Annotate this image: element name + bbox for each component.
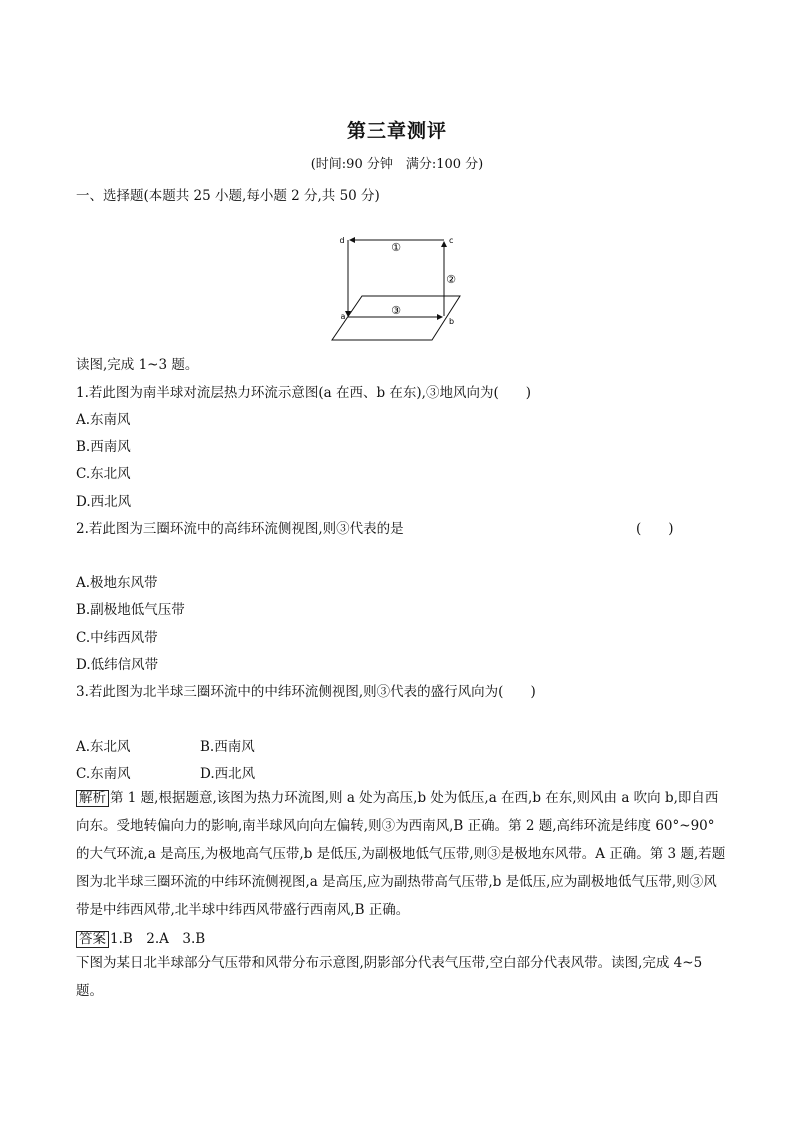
q3-option-a: A.东北风 [76,739,131,755]
q1-option-b: B.西南风 [76,439,131,455]
q2-option-d: D.低纬信风带 [76,657,159,673]
label-c: c [449,236,454,245]
q1-stem: 1.若此图为南半球对流层热力环流示意图(a 在西、b 在东),③地风向为( ) [76,385,532,401]
q1-option-c: C.东北风 [76,466,131,482]
q1-option-a: A.东南风 [76,412,131,428]
label-1: ① [391,241,401,254]
label-2: ② [446,273,456,286]
q3-option-b: B.西南风 [200,739,255,755]
analysis-block [76,784,726,924]
label-d: d [339,236,345,245]
exam-info: (时间:90 分钟 满分:100 分) [310,157,484,172]
intro-q1-3: 读图,完成 1~3 题。 [76,357,199,373]
page-title: 第三章测评 [346,120,447,142]
answer-text: 1.B 2.A 3.B [110,931,206,947]
q3-option-d: D.西北风 [200,766,256,782]
q2-option-b: B.副极地低气压带 [76,602,185,618]
q3-option-c: C.东南风 [76,766,131,782]
ground-plane [332,296,460,340]
q2-option-c: C.中纬西风带 [76,630,158,646]
q3-stem: 3.若此图为北半球三圈环流中的中纬环流侧视图,则③代表的盛行风向为( ) [76,684,536,700]
intro-q4-5: 下图为某日北半球部分气压带和风带分布示意图,阴影部分代表气压带,空白部分代表风带。读图,完成 4~5 题。 [76,955,703,999]
analysis-tag: 解析 [76,790,109,807]
q2-stem: 2.若此图为三圈环流中的高纬环流侧视图,则③代表的是 [76,521,404,537]
circulation-diagram [328,228,468,348]
label-3: ③ [391,304,401,317]
answer-block [76,927,205,948]
section-heading: 一、选择题(本题共 25 小题,每小题 2 分,共 50 分) [76,188,380,204]
analysis-text: 第 1 题,根据题意,该图为热力环流图,则 a 处为高压,b 处为低压,a 在西,b 在东,则风由 a 吹向 b,即自西向东。受地转偏向力的影响,南半球风向向左偏转,则③为西南风,B 正确。第 2 题,高纬环流是纬度 60°~90° 的大气环流,a 是高压,为极地高气压带,b 是低压,为副极地低气压带,则③是极地东风带。A 正确。第 3 题,若题图为北半球三圈环流的中纬环流侧视图,a 是高压,应为副热带高气压带,b 是低压,应为副极地低气压带,则③风带是中纬西风带,北半球中纬西风带盛行西南风,B 正确。 [76,790,726,918]
answer-tag: 答案 [76,931,109,948]
q1-option-d: D.西北风 [76,494,132,510]
q2-option-a: A.极地东风带 [76,575,158,591]
q2-answer-paren: ( ) [636,521,674,537]
label-b: b [449,317,455,326]
label-a: a [340,312,346,321]
